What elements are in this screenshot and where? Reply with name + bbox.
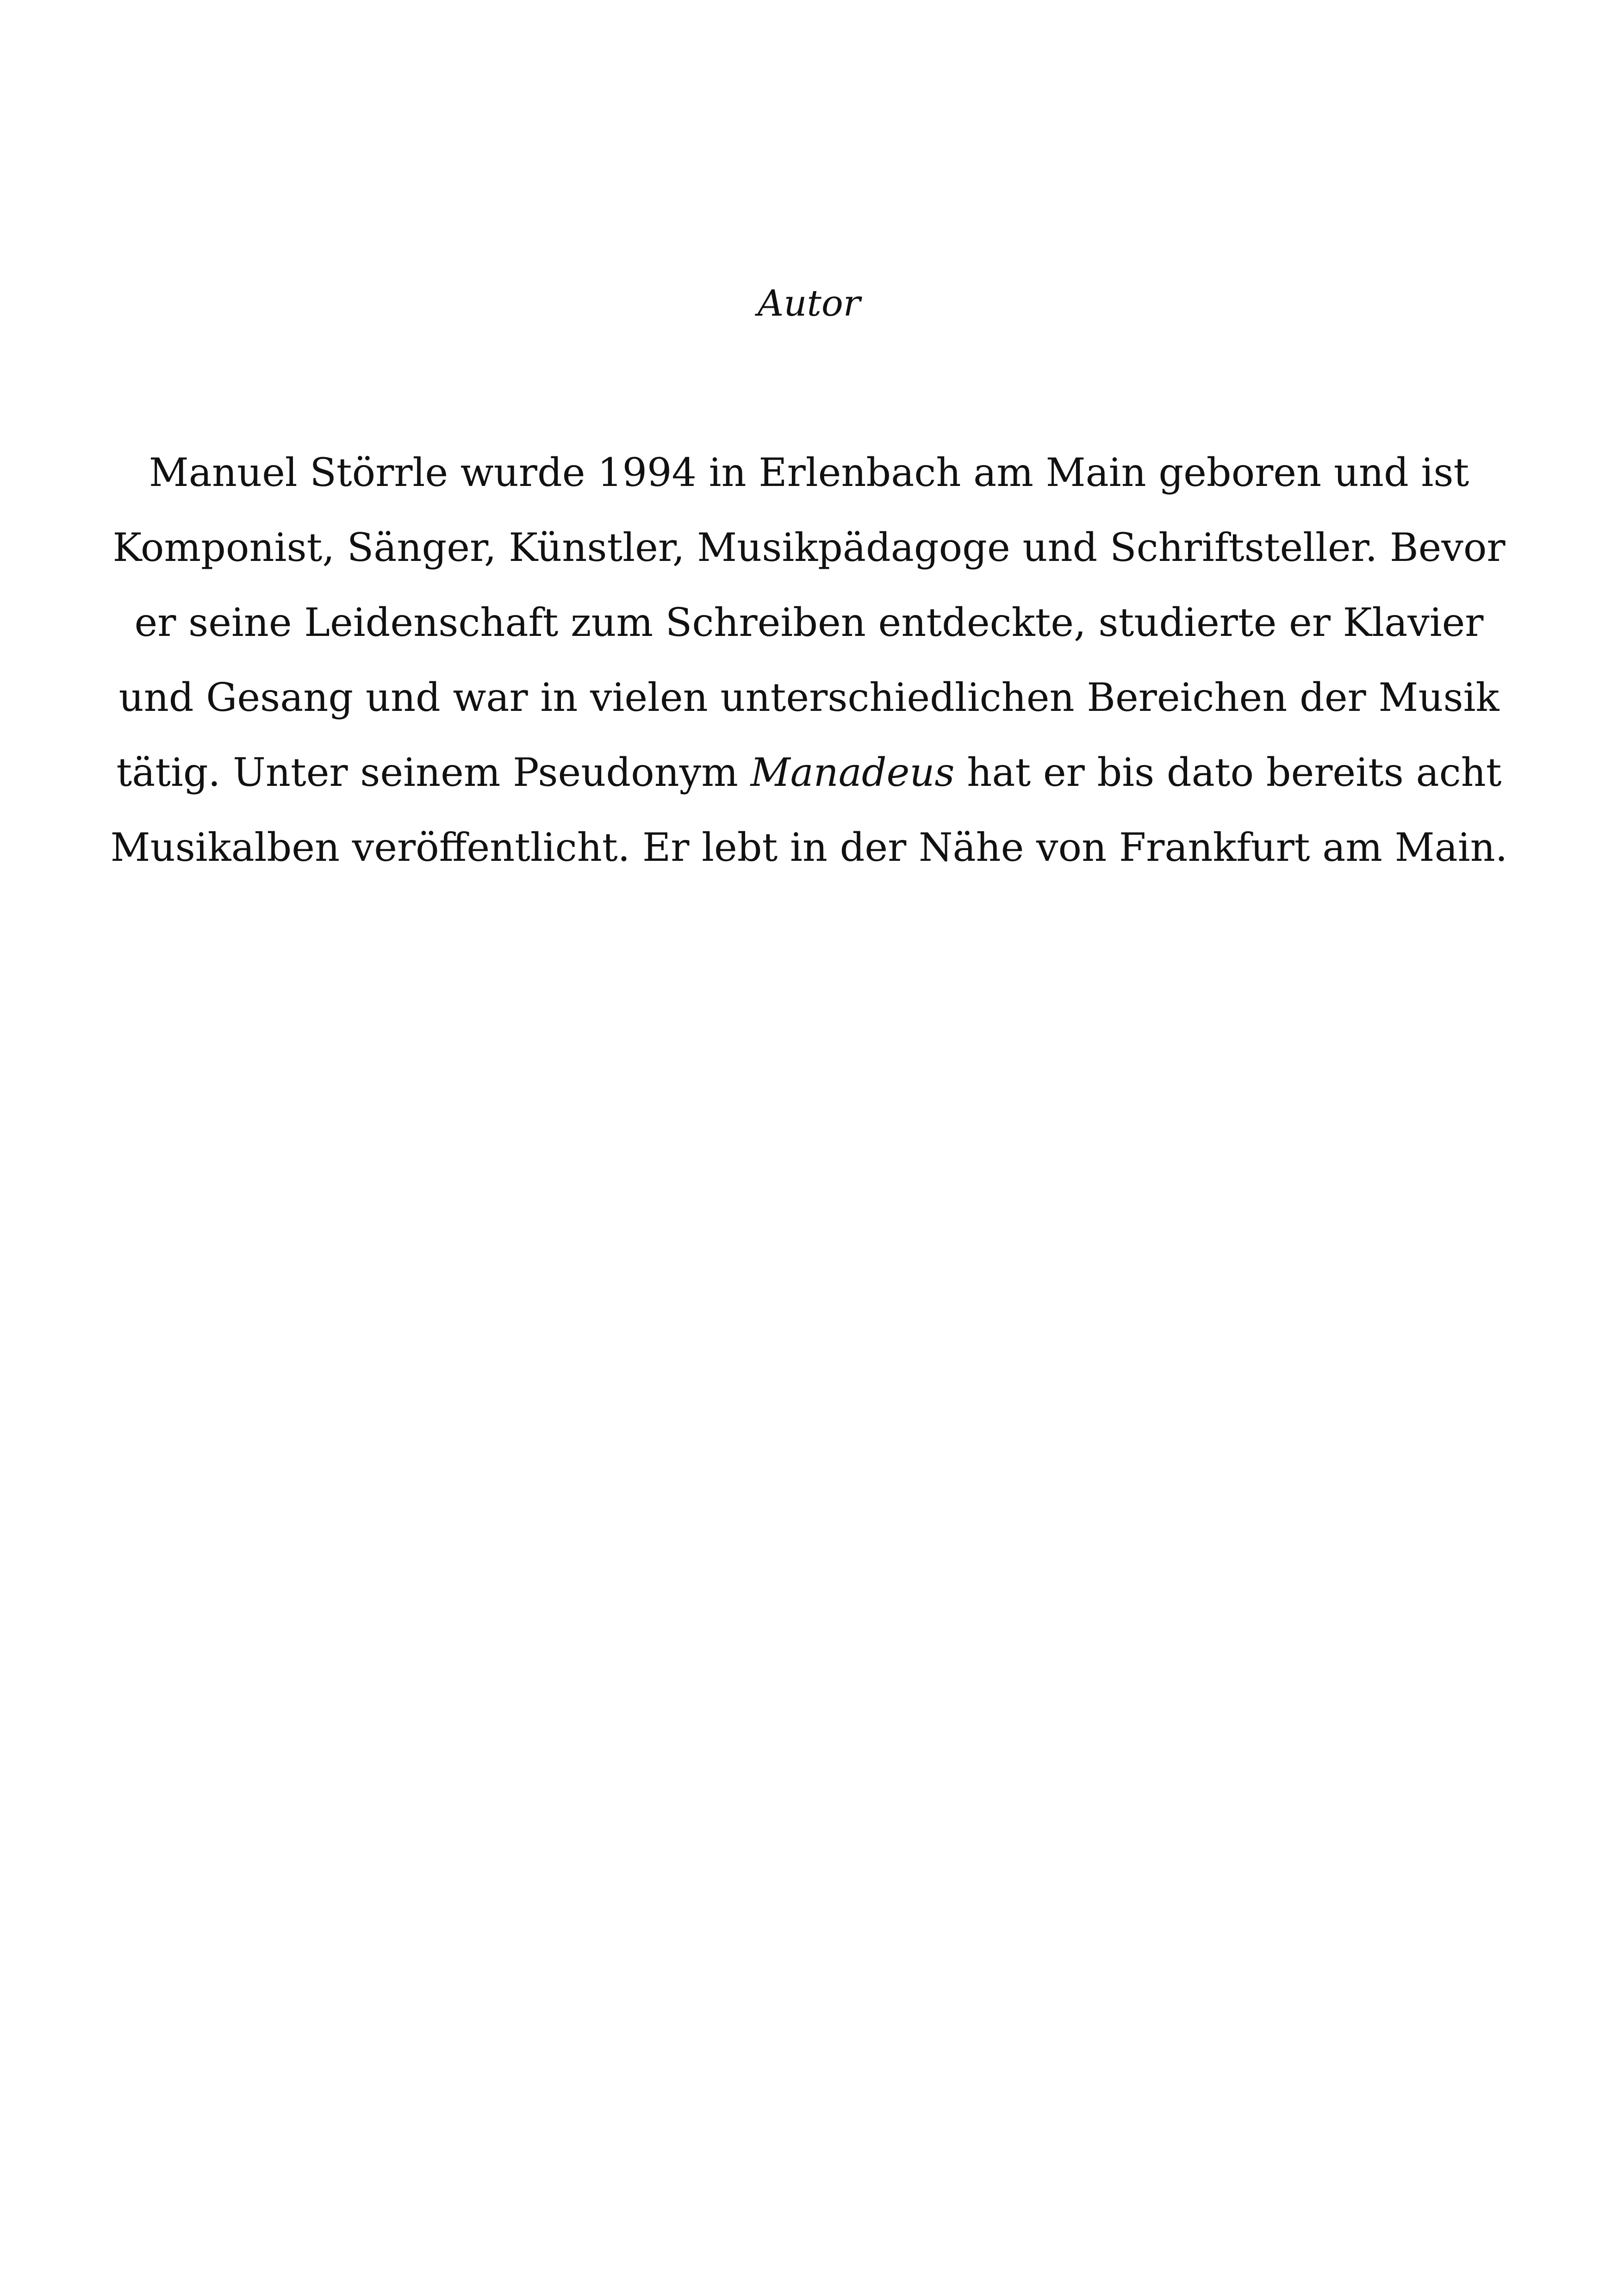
- section-heading: Autor: [757, 283, 861, 324]
- bio-line-1: Manuel Störrle wurde 1994 in Erlenbach am Main geboren und ist: [149, 450, 1469, 495]
- bio-line-2: Komponist, Sänger, Künstler, Musikpädagoge und Schriftsteller. Bevor: [112, 525, 1506, 570]
- pseudonym: Manadeus: [750, 750, 955, 795]
- bio-line-4: und Gesang und war in vielen unterschiedlichen Bereichen der Musik: [118, 675, 1500, 720]
- bio-line-5: [0, 735, 1618, 810]
- bio-line-5-end: hat er bis dato bereits acht: [954, 750, 1502, 795]
- author-bio: [0, 435, 1618, 885]
- bio-line-6: Musikalben veröffentlicht. Er lebt in der Nähe von Frankfurt am Main.: [110, 825, 1508, 870]
- bio-line-3: er seine Leidenschaft zum Schreiben entdeckte, studierte er Klavier: [134, 600, 1484, 645]
- bio-line-5-start: tätig. Unter seinem Pseudonym: [116, 750, 751, 795]
